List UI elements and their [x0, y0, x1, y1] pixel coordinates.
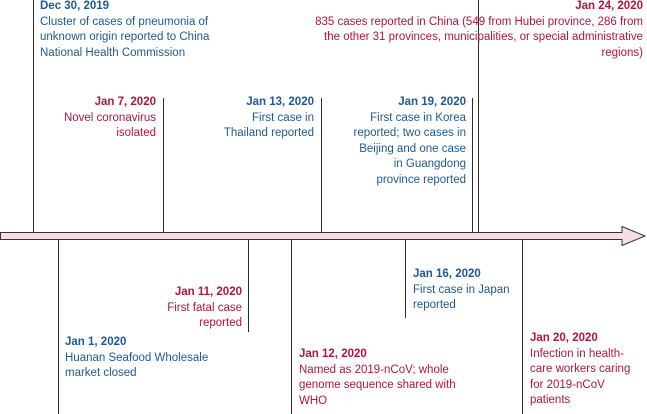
timeline-arrow-shape [1, 227, 646, 246]
event-text: Infection in health-care workers caring for 2019-nCoV patients [530, 347, 631, 406]
event-text: 835 cases reported in China (549 from Hubei province, 286 from the other 31 provinces, municipalities, or special administrative regions) [315, 15, 643, 59]
event-text: Novel coronavirus isolated [63, 111, 156, 139]
event-jan13 [210, 95, 314, 142]
event-jan12 [299, 347, 459, 409]
event-date: Jan 12, 2020 [299, 348, 367, 360]
event-jan24 [300, 0, 643, 61]
event-date: Jan 11, 2020 [174, 286, 242, 298]
event-text: First case in Thailand reported [223, 111, 314, 139]
event-date: Jan 20, 2020 [530, 332, 598, 344]
event-jan7 [40, 95, 156, 142]
event-date: Jan 24, 2020 [575, 0, 643, 12]
event-text: First case in Japan reported [413, 283, 510, 311]
connector-jan20 [522, 240, 523, 414]
event-text: First fatal case reported [167, 301, 242, 329]
connector-jan1 [58, 240, 59, 414]
event-jan19 [350, 95, 466, 188]
connector-dec30 [33, 0, 34, 232]
event-text: Named as 2019-nCoV; whole genome sequence shared with WHO [299, 363, 456, 407]
connector-jan19 [472, 98, 473, 232]
event-text: First case in Korea reported; two cases in Beijing and one case in Guangdong province reported [353, 111, 466, 186]
event-date: Jan 16, 2020 [413, 268, 481, 280]
event-date: Dec 30, 2019 [40, 0, 110, 12]
event-jan20 [530, 331, 646, 409]
event-jan11 [150, 285, 242, 332]
connector-jan16 [405, 240, 406, 318]
event-jan16 [413, 267, 513, 314]
connector-jan7 [163, 98, 164, 232]
event-date: Jan 19, 2020 [398, 96, 466, 108]
event-dec30 [40, 0, 230, 61]
connector-jan12 [291, 240, 292, 414]
event-date: Jan 13, 2020 [246, 96, 314, 108]
event-date: Jan 7, 2020 [94, 96, 156, 108]
connector-jan11 [248, 240, 249, 332]
event-date: Jan 1, 2020 [65, 336, 127, 348]
timeline-arrow [0, 224, 647, 248]
event-text: Cluster of cases of pneumonia of unknown origin reported to China National Health Commission [40, 15, 210, 59]
event-jan1 [65, 335, 255, 382]
event-text: Huanan Seafood Wholesale market closed [65, 351, 209, 379]
connector-jan13 [321, 98, 322, 232]
